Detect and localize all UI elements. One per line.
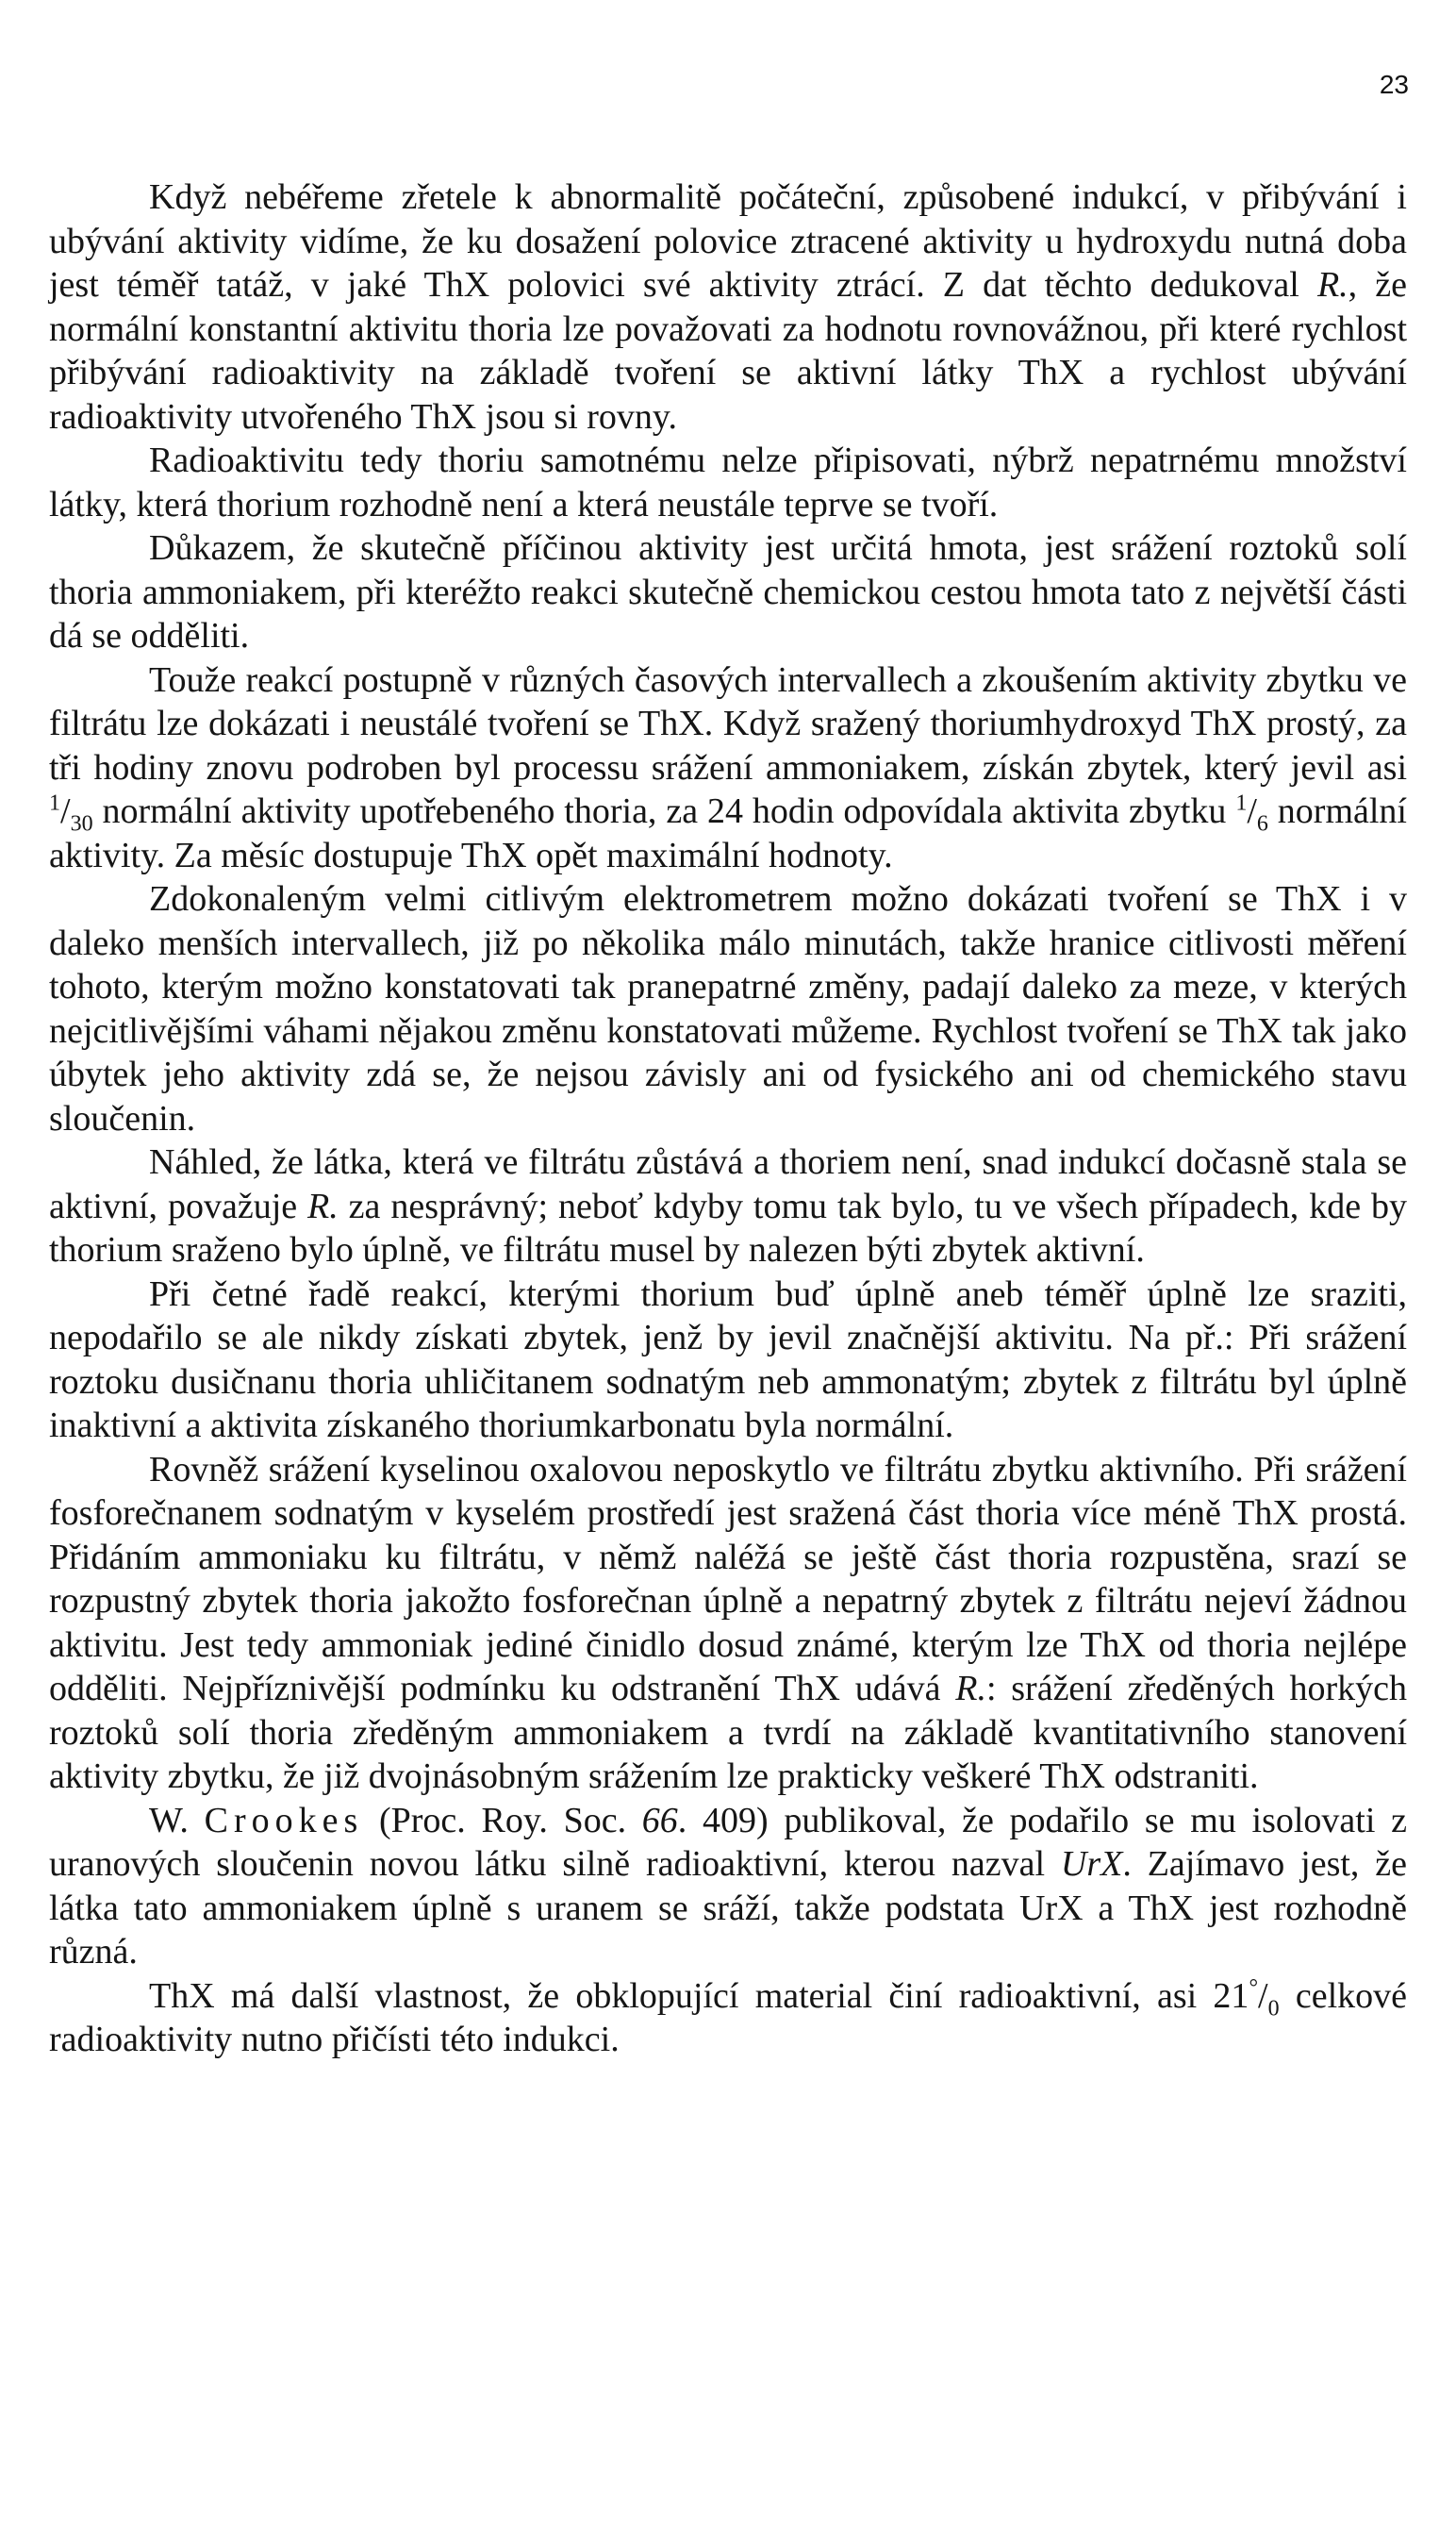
paragraph: ThX má další vlastnost, že obklopující material činí radioaktivní, asi $21^\circ/_0$ celkové radioaktivity nutno přičísti této indukci. — [49, 1974, 1407, 2059]
paragraph: W. Crookes (Proc. Roy. Soc. 66. 409) publikoval, že podařilo se mu isolovati z uranových sloučenin novou látku silně radioaktivní, kterou nazval UrX. Zajímavo jest, že látka tato ammoniakem úplně s uranem se sráží, takže podstata UrX a ThX jest rozhodně různá. — [49, 1800, 1407, 1972]
page-number: 23 — [1379, 70, 1409, 99]
paragraph: Důkazem, že skutečně příčinou aktivity jest určitá hmota, jest srážení roztoků solí thoria ammoniakem, při kteréžto reakci skutečně chemickou cestou hmota tato z největší části dá se odděliti. — [49, 528, 1407, 656]
body-text — [49, 175, 1407, 2062]
paragraph: Touže reakcí postupně v různých časových intervallech a zkoušením aktivity zbytku ve filtrátu lze dokázati i neustálé tvoření se ThX. Když sražený thoriumhydroxyd ThX prostý, za tři hodiny znovu podroben byl processu srážení ammoniakem, získán zbytek, který jevil asi $^1/_{30}$ normální aktivity upotřebeného thoria, za 24 hodin odpovídala aktivita zbytku $^1/_6$ normální aktivity. Za měsíc dostupuje ThX opět maximální hodnoty. — [49, 659, 1407, 875]
paragraph: Když nebéřeme zřetele k abnormalitě počáteční, způsobené indukcí, v přibývání i ubývání aktivity vidíme, že ku dosažení polovice ztracené aktivity u hydroxydu nutná doba jest téměř tatáž, v jaké ThX polovici své aktivity ztrácí. Z dat těchto dedukoval R., že normální konstantní aktivitu thoria lze považovati za hodnotu rovnovážnou, při které rychlost přibývání radioaktivity na základě tvoření se aktivní látky ThX a rychlost ubývání radioaktivity utvořeného ThX jsou si rovny. — [49, 177, 1407, 437]
paragraph: Radioaktivitu tedy thoriu samotnému nelze připisovati, nýbrž nepatrnému množství látky, která thorium rozhodně není a která neustále teprve se tvoří. — [49, 441, 1407, 524]
paragraph: Náhled, že látka, která ve filtrátu zůstává a thoriem není, snad indukcí dočasně stala se aktivní, považuje R. za nesprávný; neboť kdyby tomu tak bylo, tu ve všech případech, kde by thorium sraženo bylo úplně, ve filtrátu musel by nalezen býti zbytek aktivní. — [49, 1142, 1407, 1270]
paragraph: Při četné řadě reakcí, kterými thorium buď úplně aneb téměř úplně lze sraziti, nepodařilo se ale nikdy získati zbytek, jenž by jevil značnější aktivitu. Na př.: Při srážení roztoku dusičnanu thoria uhličitanem sodnatým neb ammonatým; zbytek z filtrátu byl úplně inaktivní a aktivita získaného thoriumkarbonatu byla normální. — [49, 1273, 1407, 1445]
paragraph: Zdokonaleným velmi citlivým elektrometrem možno dokázati tvoření se ThX i v daleko menších intervallech, již po několika málo minutách, takže hranice citlivosti měření tohoto, kterým možno konstatovati tak pranepatrné změny, padají daleko za meze, v kterých nejcitlivějšími váhami nějakou změnu konstatovati můžeme. Rychlost tvoření se ThX tak jako úbytek jeho aktivity zdá se, že nejsou závisly ani od fysického ani od chemického stavu sloučenin. — [49, 879, 1407, 1139]
author-name: Crookes — [204, 1800, 364, 1840]
paragraph: Rovněž srážení kyselinou oxalovou neposkytlo ve filtrátu zbytku aktivního. Při srážení fosforečnanem sodnatým v kyselém prostředí jest sražená část thoria více méně ThX prostá. Přidáním ammoniaku ku filtrátu, v němž naléžá se ještě část thoria rozpustěna, srazí se rozpustný zbytek thoria jakožto fosforečnan úplně a nepatrný zbytek z filtrátu nejeví žádnou aktivitu. Jest tedy ammoniak jediné činidlo dosud známé, kterým lze ThX od thoria nejlépe odděliti. Nejpříznivější podmínku ku odstranění ThX udává R.: srážení zředěných horkých roztoků solí thoria zředěným ammoniakem a tvrdí na základě kvantitativního stanovení aktivity zbytku, že již dvojnásobným srážením lze prakticky veškeré ThX odstraniti. — [49, 1449, 1407, 1796]
